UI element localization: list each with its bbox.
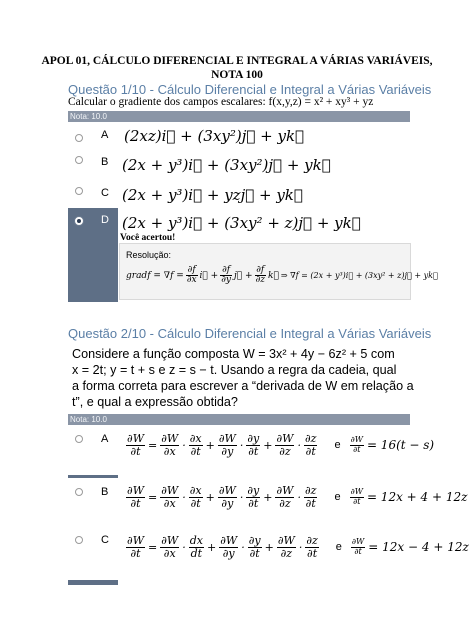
fraction-numerator: ∂y — [248, 534, 261, 547]
q1-option-d-radio-selected[interactable] — [74, 216, 84, 226]
question-1-score-bar — [68, 111, 410, 122]
q1-resolution-unit: j⃗ + — [233, 270, 253, 281]
q1-option-c-text[interactable]: (2x + y³)i⃗ + yzj⃗ + yk⃗ — [122, 186, 303, 204]
fraction — [218, 485, 237, 509]
math-operator: · — [239, 490, 244, 504]
fraction — [160, 433, 179, 457]
fraction-denominator: ∂y — [221, 444, 234, 458]
fraction — [246, 485, 260, 509]
q1-feedback-correct: Você acertou! — [120, 233, 176, 243]
q1-resolution-fraction — [220, 266, 232, 286]
document-title-line-1: APOL 01, CÁLCULO DIFERENCIAL E INTEGRAL A VÁRIAS VARIÁVEIS, — [41, 55, 433, 67]
question-2-prompt-line: x = 2t; y = t + s e z = s − t. Usando a regra da cadeia, qual — [72, 363, 397, 377]
fraction-denominator: ∂x — [163, 496, 176, 510]
fraction-denominator: ∂z — [279, 496, 291, 510]
fraction-denominator: ∂z — [279, 444, 291, 458]
fraction-denominator: ∂t — [249, 546, 260, 560]
question-2-prompt-line: a forma correta para escrever a “derivada de W em relação a — [72, 379, 414, 393]
fraction — [304, 433, 317, 457]
q1-resolution-lhs: gradf = ∇f = — [126, 270, 184, 281]
fraction — [248, 535, 262, 559]
fraction — [189, 485, 203, 509]
fraction-denominator: ∂t — [305, 444, 316, 458]
fraction-denominator: ∂y — [221, 496, 234, 510]
q2-option-a-radio[interactable] — [75, 435, 83, 443]
fraction-numerator: ∂y — [247, 432, 260, 445]
fraction-numerator: ∂W — [161, 534, 179, 547]
fraction-numerator: ∂f — [256, 265, 265, 275]
fraction — [189, 433, 203, 457]
q2-option-b-cell[interactable] — [68, 478, 118, 528]
question-1-score: Nota: 10.0 — [70, 112, 107, 121]
fraction-numerator: ∂W — [127, 534, 144, 547]
fraction-numerator: ∂f — [222, 265, 231, 275]
fraction — [275, 485, 294, 509]
fraction-denominator: ∂y — [222, 546, 235, 560]
fraction-numerator: ∂W — [161, 432, 179, 445]
fraction-denominator: ∂t — [353, 444, 361, 454]
fraction-numerator: ∂W — [351, 537, 365, 547]
q2-option-c-cell[interactable] — [68, 528, 118, 580]
math-operator: · — [298, 540, 303, 554]
q2-option-b-radio[interactable] — [75, 488, 83, 496]
question-2-prompt-line: Considere a função composta W = 3x² + 4y − 6z² + 5 com — [72, 347, 395, 361]
fraction-denominator: ∂z — [280, 546, 293, 560]
fraction-numerator: ∂z — [306, 534, 318, 547]
fraction-numerator: ∂W — [277, 534, 295, 547]
conjunction-e: e — [334, 439, 341, 452]
fraction-numerator: ∂W — [276, 432, 294, 445]
fraction — [126, 535, 145, 559]
q1-option-a-text[interactable]: (2xz)i⃗ + (3xy²)j⃗ + yk⃗ — [124, 127, 305, 145]
conjunction-e: e — [334, 491, 341, 504]
q1-option-c-cell[interactable] — [68, 180, 118, 208]
fraction-denominator: ∂t — [190, 444, 201, 458]
q1-option-b-text[interactable]: (2x + y³)i⃗ + (3xy²)j⃗ + yk⃗ — [122, 156, 331, 174]
question-1-prompt: Calcular o gradiente dos campos escalares: f(x,y,z) = x² + xy³ + yz — [68, 96, 374, 108]
fraction-denominator: ∂z — [255, 275, 265, 286]
q1-option-b-radio[interactable] — [75, 156, 83, 164]
q1-resolution-label: Resolução: — [126, 250, 172, 260]
result-expression: = 12x + 4 + 12z — [366, 490, 468, 505]
fraction-numerator: ∂f — [187, 265, 196, 275]
fraction-numerator: ∂W — [218, 432, 236, 445]
math-operator: · — [239, 438, 244, 452]
math-operator: = — [148, 540, 158, 554]
math-operator: · — [182, 438, 186, 452]
fraction-denominator: dt — [190, 546, 203, 560]
fraction-denominator: ∂t — [130, 546, 141, 560]
math-operator: + — [205, 490, 215, 504]
q2-option-a-letter: A — [101, 433, 109, 445]
math-operator: + — [263, 490, 273, 504]
fraction-denominator: ∂x — [186, 275, 197, 286]
math-operator: + — [205, 438, 215, 452]
fraction — [126, 433, 145, 457]
math-operator: + — [263, 438, 273, 452]
math-operator: · — [297, 438, 301, 452]
math-operator: · — [297, 490, 301, 504]
fraction-denominator: ∂t — [307, 546, 318, 560]
q2-option-a-text[interactable] — [126, 433, 434, 457]
document-title-line-2: NOTA 100 — [211, 69, 263, 81]
q1-resolution-formula — [126, 266, 438, 286]
q1-resolution-box — [119, 243, 438, 300]
fraction-numerator: ∂W — [127, 432, 144, 445]
q1-option-c-radio[interactable] — [75, 187, 83, 195]
q1-option-d-cell[interactable] — [68, 208, 118, 302]
q1-resolution-unit: i⃗ + — [199, 270, 219, 281]
q1-option-b-cell[interactable] — [68, 150, 118, 180]
q1-option-d-text[interactable]: (2x + y³)i⃗ + (3xy² + z)j⃗ + yk⃗ — [122, 214, 361, 232]
math-operator: + — [264, 540, 274, 554]
result-expression: = 16(t − s) — [366, 438, 435, 453]
fraction-numerator: ∂W — [276, 484, 294, 497]
q1-option-d-letter: D — [101, 214, 109, 226]
question-1-header: Questão 1/10 - Cálculo Diferencial e Integral a Várias Variáveis — [68, 82, 432, 97]
fraction — [126, 485, 145, 509]
q1-resolution-fraction — [255, 266, 266, 286]
fraction-numerator: ∂W — [127, 484, 144, 497]
fraction-denominator: ∂y — [221, 275, 231, 286]
result-expression: = 12x − 4 + 12z — [368, 540, 469, 555]
fraction — [305, 535, 318, 559]
fraction-numerator: dx — [189, 534, 203, 547]
question-2-prompt — [72, 346, 412, 410]
fraction-denominator: ∂t — [354, 546, 362, 556]
fraction — [219, 535, 238, 559]
q1-option-b-letter: B — [101, 156, 109, 168]
fraction-denominator: ∂t — [130, 496, 141, 510]
fraction-numerator: ∂x — [189, 484, 202, 497]
fraction-numerator: ∂W — [218, 484, 236, 497]
fraction-numerator: ∂W — [220, 534, 238, 547]
fraction-denominator: ∂t — [248, 496, 259, 510]
fraction-numerator: ∂x — [189, 432, 202, 445]
fraction-denominator: ∂t — [190, 496, 201, 510]
fraction-denominator: ∂t — [130, 444, 141, 458]
result-fraction — [350, 488, 364, 506]
result-fraction — [350, 436, 364, 454]
conjunction-e: e — [335, 541, 342, 554]
q2-option-c-letter: C — [101, 534, 109, 546]
math-operator: · — [182, 540, 186, 554]
fraction-denominator: ∂x — [163, 444, 176, 458]
fraction-denominator: ∂t — [248, 444, 259, 458]
q2-option-a-cell[interactable] — [68, 425, 118, 475]
question-2-header: Questão 2/10 - Cálculo Diferencial e Integral a Várias Variáveis — [68, 326, 432, 341]
math-operator: = — [148, 438, 158, 452]
question-2-prompt-line: t”, e qual a expressão obtida? — [72, 395, 238, 409]
fraction — [277, 535, 296, 559]
q1-option-a-letter: A — [101, 129, 109, 141]
math-operator: · — [241, 540, 245, 554]
fraction-denominator: ∂x — [163, 546, 176, 560]
fraction-numerator: ∂z — [304, 432, 317, 445]
fraction-numerator: ∂W — [350, 487, 363, 497]
q2-option-b-letter: B — [101, 486, 109, 498]
fraction-numerator: ∂y — [247, 484, 260, 497]
q1-resolution-fraction — [186, 266, 198, 286]
math-operator: + — [206, 540, 217, 554]
fraction — [275, 433, 294, 457]
fraction — [160, 485, 179, 509]
fraction-denominator: ∂t — [305, 496, 316, 510]
result-fraction — [351, 538, 365, 556]
q1-option-a-radio[interactable] — [75, 134, 83, 142]
fraction — [189, 535, 204, 559]
fraction — [160, 535, 179, 559]
fraction — [246, 433, 260, 457]
fraction-denominator: ∂t — [353, 496, 361, 506]
q1-resolution-unit: k⃗ — [267, 270, 279, 281]
math-operator: = — [148, 490, 158, 504]
fraction-numerator: ∂z — [304, 484, 317, 497]
fraction — [218, 433, 237, 457]
fraction — [304, 485, 317, 509]
q1-option-c-letter: C — [101, 187, 109, 199]
math-operator: · — [182, 490, 186, 504]
q1-option-a-cell[interactable] — [68, 122, 118, 152]
fraction-numerator: ∂W — [350, 435, 363, 445]
q2-option-c-radio[interactable] — [75, 536, 83, 544]
q1-resolution-rhs: ⇒ ∇f = (2x + y³)i⃗ + (3xy² + z)j⃗ + yk⃗ — [280, 271, 438, 281]
question-2-score: Nota: 10.0 — [70, 415, 107, 424]
q2-option-b-text[interactable] — [126, 485, 467, 509]
fraction-numerator: ∂W — [161, 484, 179, 497]
question-2-score-bar — [68, 414, 410, 425]
q2-option-c-text[interactable] — [126, 535, 469, 559]
